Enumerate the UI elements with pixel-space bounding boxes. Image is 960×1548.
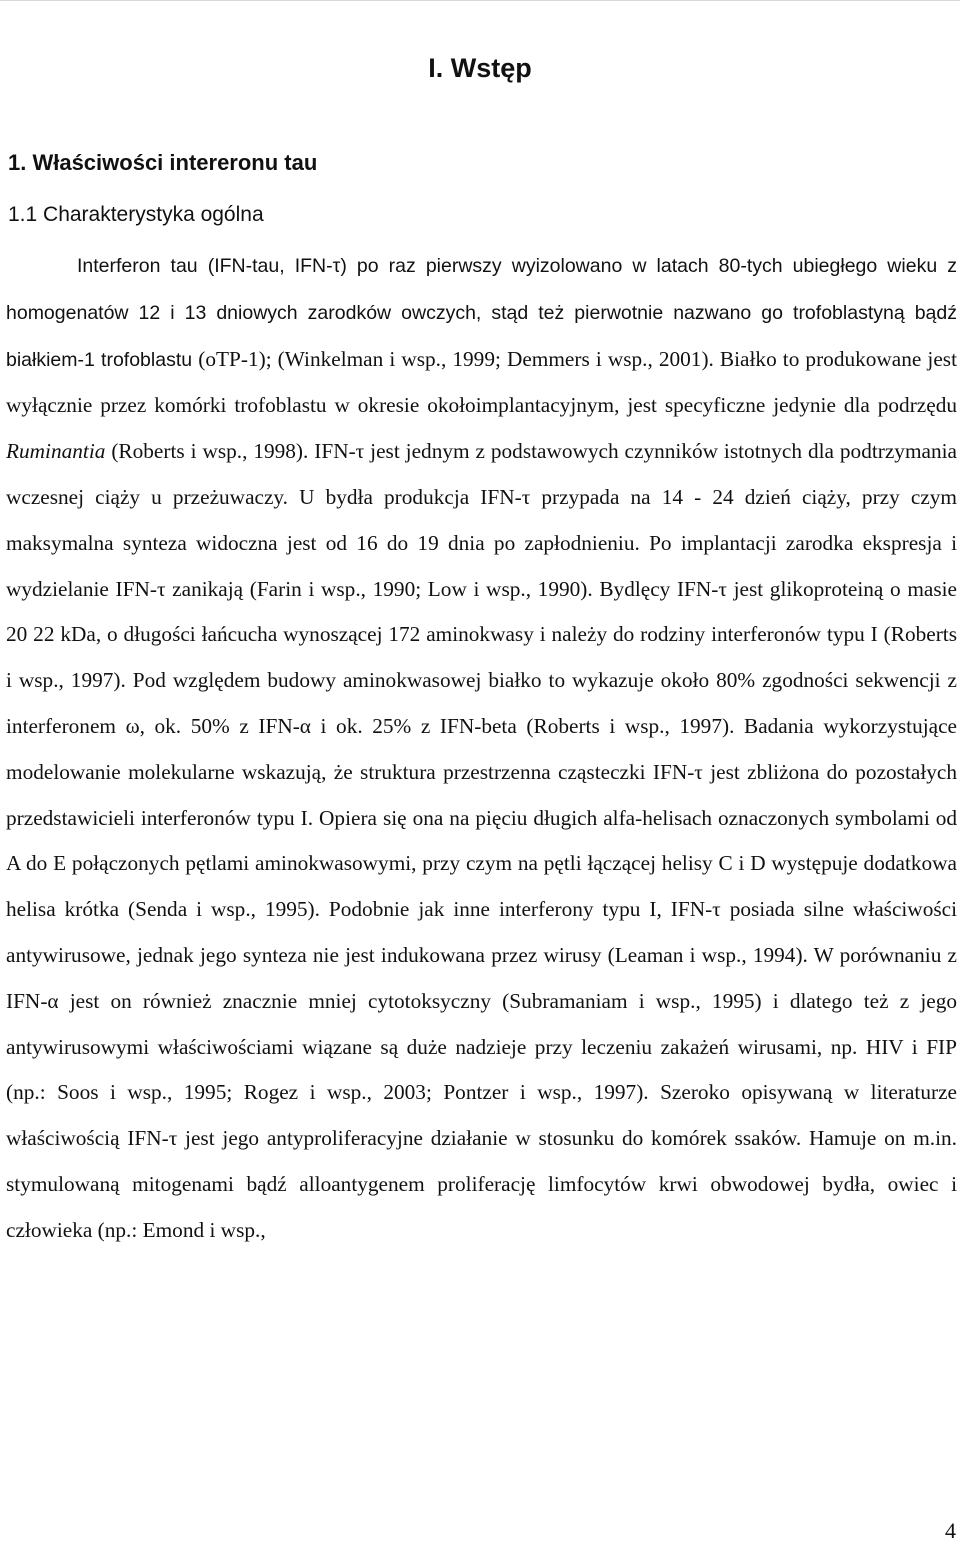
section-heading: 1. Właściwości intereronu tau (8, 150, 318, 175)
page-number: 4 (945, 1518, 956, 1543)
page-title: I. Wstęp (428, 53, 532, 83)
body-paragraph (6, 243, 957, 1254)
paragraph-part-2: (oTP-1); (Winkelman i wsp., 1999; Demmers i wsp., 2001). Białko to produkowane jest wyłącznie przez komórki trofoblastu w okresie okołoimplantacyjnym, jest specyficzne jedynie dla podrzędu (6, 346, 958, 418)
paragraph-part-3: (Roberts i wsp., 1998). IFN-τ jest jednym z podstawowych czynników istotnych dla podtrzymania wczesnej ciąży u przeżuwaczy. U bydła produkcja IFN-τ przypada na 14 - 24 dzień ciąży, przy czym maksymalna synteza widoczna jest od 16 do 19 dnia po zapłodnieniu. Po implantacji zarodka ekspresja i wydzielanie IFN-τ zanikają (Farin i wsp., 1990; Low i wsp., 1990). Bydlęcy IFN-τ jest glikoproteiną o masie 20 22 kDa, o długości łańcucha wynoszącej 172 aminokwasy i należy do rodziny interferonów typu I (Roberts i wsp., 1997). Pod względem budowy aminokwasowej białko to wykazuje około 80% zgodności sekwencji z interferonem ω, ok. 50% z IFN-α i ok. 25% z IFN-beta (Roberts i wsp., 1997). Badania wykorzystujące modelowanie molekularne wskazują, że struktura przestrzenna cząsteczki IFN-τ jest zbliżona do pozostałych przedstawicieli interferonów typu I. Opiera się ona na pięciu długich alfa-helisach oznaczonych symbolami od A do E połączonych pętlami aminokwasowymi, przy czym na pętli łączącej helisy C i D występuje dodatkowa helisa krótka (Senda i wsp., 1995). Podobnie jak inne interferony typu I, IFN-τ posiada silne właściwości antywirusowe, jednak jego synteza nie jest indukowana przez wirusy (Leaman i wsp., 1994). W porównaniu z IFN-α jest on również znacznie mniej cytotoksyczny (Subramaniam i wsp., 1995) i dlatego też z jego antywirusowymi właściwościami wiązane są duże nadzieje przy leczeniu zakażeń wirusami, np. HIV i FIP (np.: Soos i wsp., 1995; Rogez i wsp., 2003; Pontzer i wsp., 1997). Szeroko opisywaną w literaturze właściwością IFN-τ jest jego antyproliferacyjne działanie w stosunku do komórek ssaków. Hamuje on m.in. stymulowaną mitogenami bądź alloantygenem proliferację limfocytów krwi obwodowej bydła, owiec i człowieka (np.: Emond i wsp., (6, 439, 957, 1242)
paragraph-part-1: Interferon tau (IFN-tau, IFN-τ) po raz pierwszy wyizolowano w latach 80-tych ubiegłego wieku z homogenatów 12 i 13 dniowych zarodków owczych, stąd też pierwotnie nazwano go trofoblastyną bądź białkiem-1 trofoblastu (6, 255, 957, 371)
top-rule (0, 0, 960, 1)
subsection-heading: 1.1 Charakterystyka ogólna (8, 203, 264, 226)
italic-taxon: Ruminantia (6, 439, 106, 464)
